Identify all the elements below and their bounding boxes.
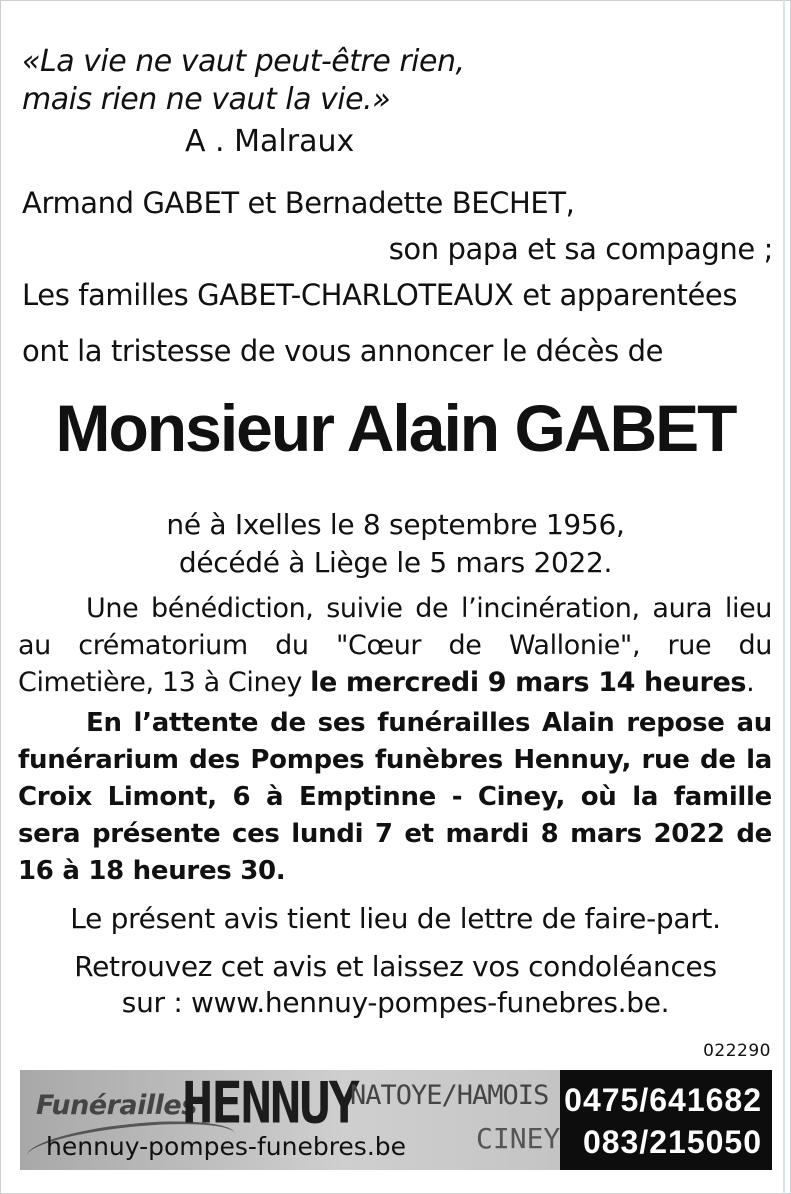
announcement-line: ont la tristesse de vous annoncer le décès de [22,334,664,368]
condolences-line-2: sur : www.hennuy-pompes-funebres.be. [121,986,670,1019]
reference-number: 022290 [703,1041,771,1061]
banner-location-ciney: CINEY [476,1122,561,1155]
condolences-line-1: Retrouvez cet avis et laissez vos condoléances [74,950,717,983]
faire-part-notice: Le présent avis tient lieu de lettre de faire-part. [70,902,721,935]
ceremony-text: Une bénédiction, suivie de l’incinération, aura lieu au crématorium du "Cœur de Wallonie", rue du Cimetière, 13 à Ciney [18,593,772,698]
banner-locations: NATOYE/HAMOIS [350,1080,549,1111]
ceremony-end: . [746,667,755,698]
funeral-home-banner [20,1070,772,1170]
phone-landline[interactable]: 083/215050 [582,1124,762,1160]
family-line-2: son papa et sa compagne ; [388,232,773,266]
banner-funerailles: Funérailles [36,1090,197,1121]
visitation-text: En l’attente de ses funérailles Alain repose au funérarium des Pompes funèbres Hennuy, rue de la Croix Limont, 6 à Emptinne - Ciney, où la famille sera présente ces lundi 7 et mardi 8 mars 2022 de 16 à 18 heures 30. [18,708,772,886]
birth-info: né à Ixelles le 8 septembre 1956, [166,508,625,541]
visitation-paragraph [18,705,772,890]
quote-line-2: mais rien ne vaut la vie.» [22,82,391,117]
quote-line-1: «La vie ne vaut peut-être rien, [22,44,465,79]
ceremony-paragraph [18,590,772,701]
banner-website[interactable]: hennuy-pompes-funebres.be [46,1132,407,1161]
epigraph-quote [22,43,465,119]
death-info: décédé à Liège le 5 mars 2022. [178,546,613,579]
family-line-3: Les familles GABET-CHARLOTEAUX et apparentées [22,278,738,312]
phone-mobile[interactable]: 0475/641682 [564,1082,762,1118]
banner-brand-logo: HENNUY [182,1071,358,1137]
family-line-1: Armand GABET et Bernadette BECHET, [22,186,575,220]
ceremony-datetime: le mercredi 9 mars 14 heures [310,667,747,698]
quote-author: A . Malraux [185,124,355,159]
banner-phone-panel [560,1070,772,1170]
deceased-name: Monsieur Alain GABET [55,391,736,465]
